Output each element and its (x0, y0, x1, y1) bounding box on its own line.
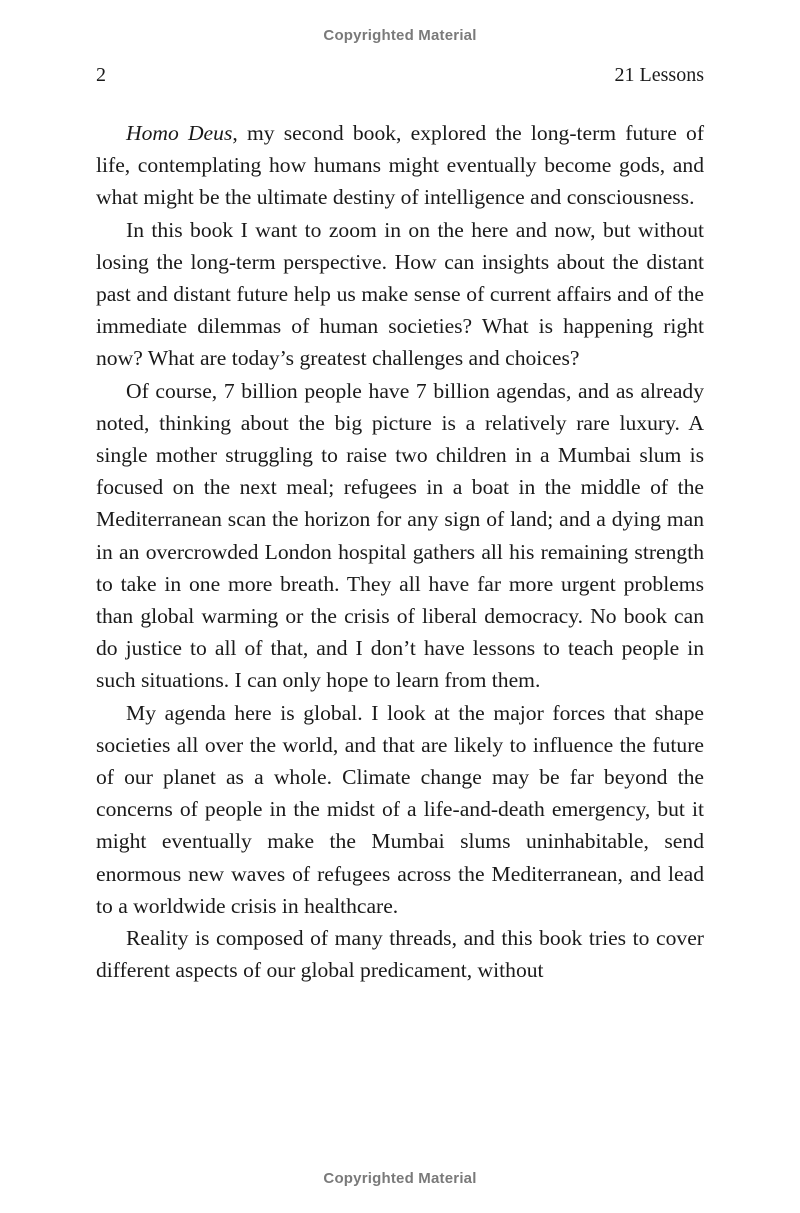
copyright-watermark-bottom: Copyrighted Material (323, 1170, 477, 1187)
paragraph: In this book I want to zoom in on the here and now, but without losing the long-term perspective. How can insights about the distant past and distant future help us make sense of current affairs and of the immediate dilemmas of human societies? What is happening right now? What are today’s greatest challenges and choices? (96, 217, 704, 371)
paragraph-text: , my second book, explored the long-term future of life, contemplating how humans might eventually become gods, and what might be the ultimate destiny of intelligence and consciousness. (96, 121, 705, 210)
book-title-emphasis: Homo Deus (126, 121, 233, 145)
running-book-title: 21 Lessons (614, 64, 704, 86)
copyright-watermark-top: Copyrighted Material (323, 27, 477, 44)
paragraph: Of course, 7 billion people have 7 billion agendas, and as already noted, thinking about the big picture is a relatively rare luxury. A single mother struggling to raise two children in a Mumbai slum is focused on the next meal; refugees in a boat in the middle of the Mediterranean scan the horizon for any sign of land; and a dying man in an overcrowded London hospital gathers all his remaining strength to take in one more breath. They all have far more urgent problems than global warming or the crisis of liberal democracy. No book can do justice to all of that, and I don’t have lessons to teach people in such situations. I can only hope to learn from them. (96, 378, 704, 693)
page-number: 2 (96, 64, 106, 86)
paragraph (96, 117, 704, 214)
body-text (96, 117, 704, 986)
paragraph: Reality is composed of many threads, and this book tries to cover different aspects of our global predicament, without (96, 926, 704, 983)
paragraph: My agenda here is global. I look at the major forces that shape societies all over the world, and that are likely to influence the future of our planet as a whole. Climate change may be far beyond the concerns of people in the midst of a life-and-death emergency, but it might eventually make the Mumbai slums uninhabitable, send enormous new waves of refugees across the Mediterranean, and lead to a worldwide crisis in healthcare. (96, 700, 704, 918)
running-header (96, 64, 704, 90)
